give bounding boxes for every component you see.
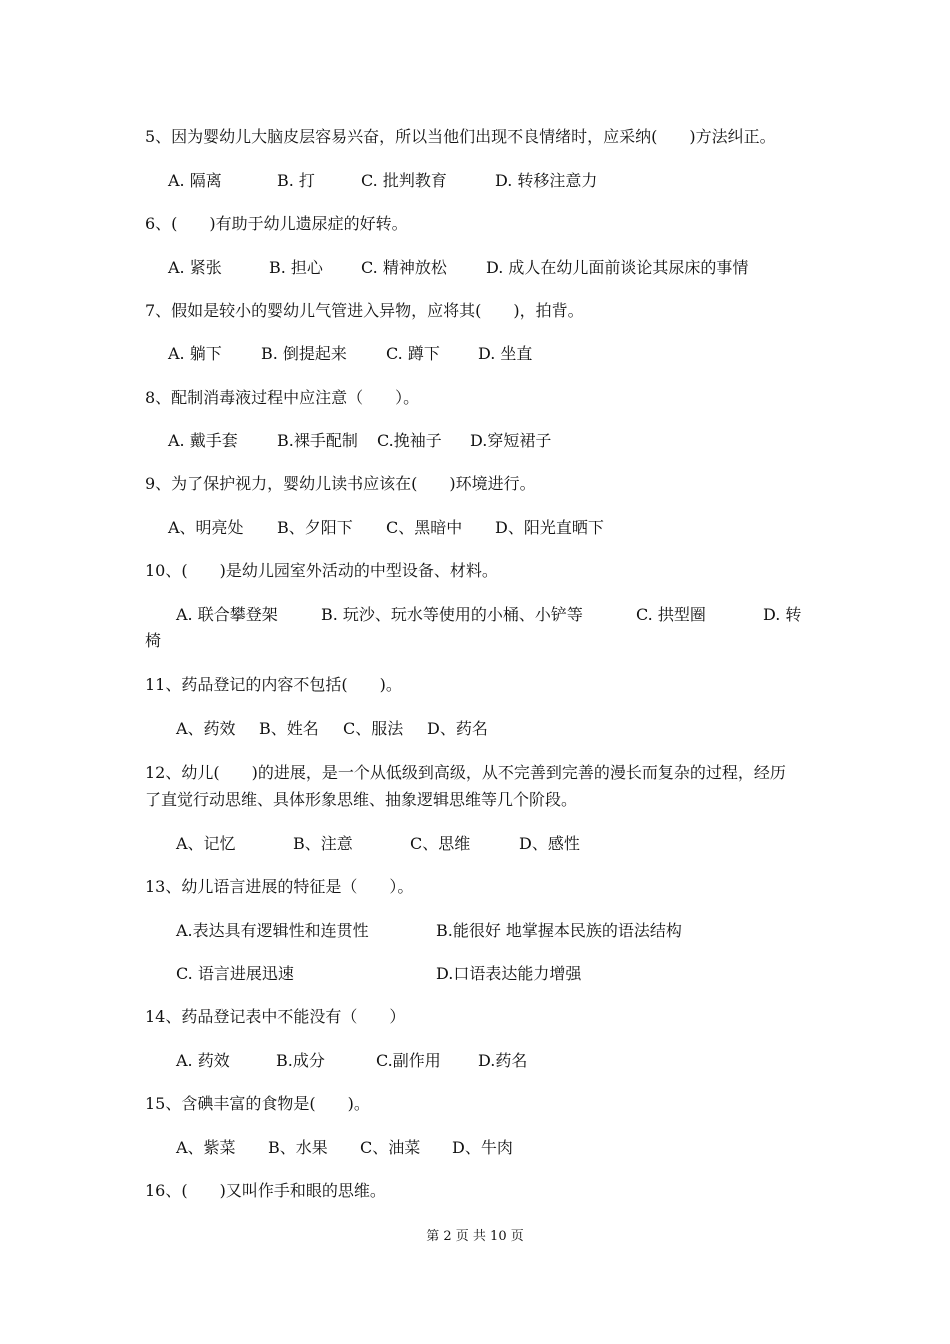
option-c: C. 批判教育 [361,171,447,190]
option-b: B.成分 [276,1051,325,1070]
question-13-stem: 13、幼儿语言进展的特征是（ ）。 [145,877,414,896]
option-b: B. 玩沙、玩水等使用的小桶、小铲等 [321,605,583,624]
option-a: A、记忆 [176,834,236,853]
question-10-options-wrap: 椅 [145,631,162,650]
question-5-stem: 5、因为婴幼儿大脑皮层容易兴奋，所以当他们出现不良情绪时，应采纳( )方法纠正。 [145,127,776,146]
option-a: A. 隔离 [168,171,222,190]
option-c: C. 语言进展迅速 [176,964,294,983]
option-a: A. 躺下 [168,344,222,363]
question-12-stem-continued: 了直觉行动思维、具体形象思维、抽象逻辑思维等几个阶段。 [145,790,578,809]
option-a: A、药效 [176,719,236,738]
option-d: D. 转 [763,605,802,624]
option-d: D、感性 [519,834,580,853]
option-a: A. 戴手套 [168,431,238,450]
question-10-stem: 10、( )是幼儿园室外活动的中型设备、材料。 [145,561,498,580]
option-b: B. 担心 [269,258,323,277]
option-d: D、阳光直晒下 [495,518,604,537]
question-14-stem: 14、药品登记表中不能没有（ ） [145,1007,406,1026]
option-a: A. 药效 [176,1051,230,1070]
option-b: B、夕阳下 [277,518,353,537]
question-12-stem: 12、幼儿( )的进展，是一个从低级到高级，从不完善到完善的漫长而复杂的过程，经历 [145,763,786,782]
question-11-stem: 11、药品登记的内容不包括( )。 [145,675,402,694]
option-c: C、油菜 [360,1138,421,1157]
option-d: D. 坐直 [478,344,533,363]
option-d: D.药名 [478,1051,528,1070]
page-number-footer: 第 2 页 共 10 页 [426,1229,524,1244]
option-c: C.挽袖子 [377,431,442,450]
option-b: B、姓名 [259,719,319,738]
option-b: B、注意 [293,834,353,853]
option-a: A. 紧张 [168,258,222,277]
option-c: C、思维 [410,834,471,853]
question-6-stem: 6、( )有助于幼儿遗尿症的好转。 [145,214,408,233]
option-d: D、药名 [427,719,488,738]
option-c: C. 精神放松 [361,258,447,277]
option-d: D.穿短裙子 [470,431,552,450]
option-c: C. 拱型圈 [636,605,706,624]
option-b: B. 倒提起来 [261,344,347,363]
question-7-stem: 7、假如是较小的婴幼儿气管进入异物，应将其( )，拍背。 [145,301,584,320]
option-d: D.口语表达能力增强 [436,964,582,983]
option-a: A.表达具有逻辑性和连贯性 [176,921,369,940]
option-a: A、明亮处 [168,518,244,537]
question-8-stem: 8、配制消毒液过程中应注意（ ）。 [145,388,420,407]
question-9-stem: 9、为了保护视力，婴幼儿读书应该在( )环境进行。 [145,474,536,493]
option-c: C. 蹲下 [386,344,440,363]
question-10-options [176,604,826,714]
option-b: B.能很好 地掌握本民族的语法结构 [436,921,682,940]
option-d: D、牛肉 [452,1138,513,1157]
option-a: A、紫菜 [176,1138,236,1157]
option-c: C、服法 [343,719,404,738]
option-b: B. 打 [277,171,315,190]
option-b: B.裸手配制 [277,431,358,450]
option-d: D. 转移注意力 [495,171,598,190]
option-d: D. 成人在幼儿面前谈论其尿床的事情 [486,258,749,277]
option-b: B、水果 [268,1138,328,1157]
option-c: C.副作用 [376,1051,441,1070]
option-a: A. 联合攀登架 [176,605,278,624]
question-15-stem: 15、含碘丰富的食物是( )。 [145,1094,370,1113]
option-c: C、黑暗中 [386,518,463,537]
question-16-stem: 16、( )又叫作手和眼的思维。 [145,1181,386,1200]
